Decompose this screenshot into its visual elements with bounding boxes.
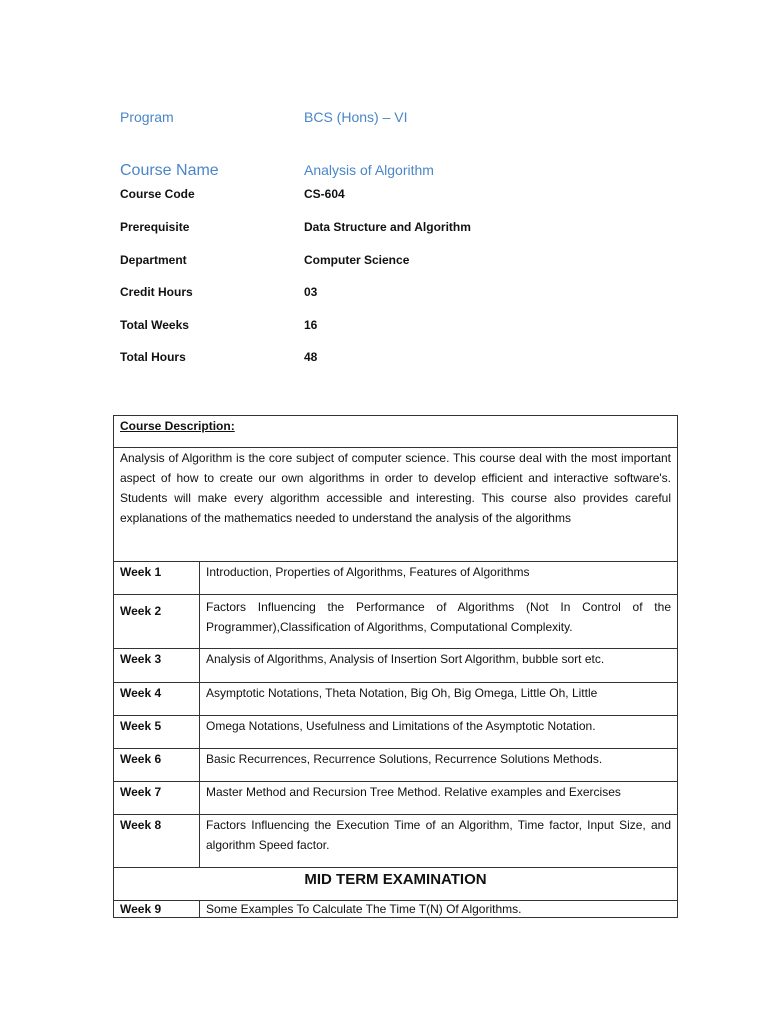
table-row [114,815,678,868]
field-label: Credit Hours [120,285,193,299]
field-label: Total Hours [120,350,186,364]
table-row [114,683,678,716]
course-outline-table [113,415,678,918]
week-topics: Master Method and Recursion Tree Method. Relative examples and Exercises [200,782,678,815]
week-topics: Some Examples To Calculate The Time T(N) Of Algorithms. [200,901,678,918]
midterm-heading: MID TERM EXAMINATION [114,868,678,901]
week-label: Week 4 [114,683,200,716]
week-topics: Asymptotic Notations, Theta Notation, Big Oh, Big Omega, Little Oh, Little [200,683,678,716]
week-label: Week 2 [114,595,200,649]
week-topics: Factors Influencing the Execution Time of an Algorithm, Time factor, Input Size, and algorithm Speed factor. [200,815,678,868]
week-topics: Factors Influencing the Performance of Algorithms (Not In Control of the Programmer),Classification of Algorithms, Computational Complexity. [200,595,678,649]
field-label: Department [120,253,187,267]
table-row [114,562,678,595]
week-label: Week 1 [114,562,200,595]
week-topics: Analysis of Algorithms, Analysis of Insertion Sort Algorithm, bubble sort etc. [200,649,678,683]
program-label: Program [120,109,174,125]
table-row [114,901,678,918]
field-value: 03 [304,285,318,299]
week-topics: Omega Notations, Usefulness and Limitations of the Asymptotic Notation. [200,716,678,749]
course-name-row [120,162,434,180]
program-row [120,109,408,125]
week-label: Week 9 [114,901,200,918]
field-row [120,220,471,234]
table-row [114,649,678,683]
week-topics: Introduction, Properties of Algorithms, Features of Algorithms [200,562,678,595]
field-value: Computer Science [304,253,410,267]
field-value: Data Structure and Algorithm [304,220,471,234]
week-topics: Basic Recurrences, Recurrence Solutions, Recurrence Solutions Methods. [200,749,678,782]
week-label: Week 3 [114,649,200,683]
week-label: Week 8 [114,815,200,868]
field-value: 16 [304,318,318,332]
field-row [120,285,318,299]
table-row [114,782,678,815]
field-label: Course Code [120,187,195,201]
table-row [114,595,678,649]
field-value: CS-604 [304,187,345,201]
description-heading: Course Description: [120,419,235,433]
field-row [120,253,410,267]
course-name-value: Analysis of Algorithm [304,162,434,178]
course-name-label: Course Name [120,162,219,179]
course-description: Analysis of Algorithm is the core subject of computer science. This course deal with the most important aspect of how to create our own algorithms in order to develop efficient and interactive software's. Students will make every algorithm accessible and interesting. This course also provides careful explanations of the mathematics needed to understand the analysis of the algorithms [114,448,678,562]
table-row [114,716,678,749]
week-label: Week 7 [114,782,200,815]
field-label: Total Weeks [120,318,189,332]
table-row [114,749,678,782]
field-value: 48 [304,350,318,364]
field-row [120,187,345,201]
field-row [120,318,318,332]
program-value: BCS (Hons) – VI [304,109,408,125]
week-label: Week 5 [114,716,200,749]
field-row [120,350,318,364]
week-label: Week 6 [114,749,200,782]
field-label: Prerequisite [120,220,190,234]
